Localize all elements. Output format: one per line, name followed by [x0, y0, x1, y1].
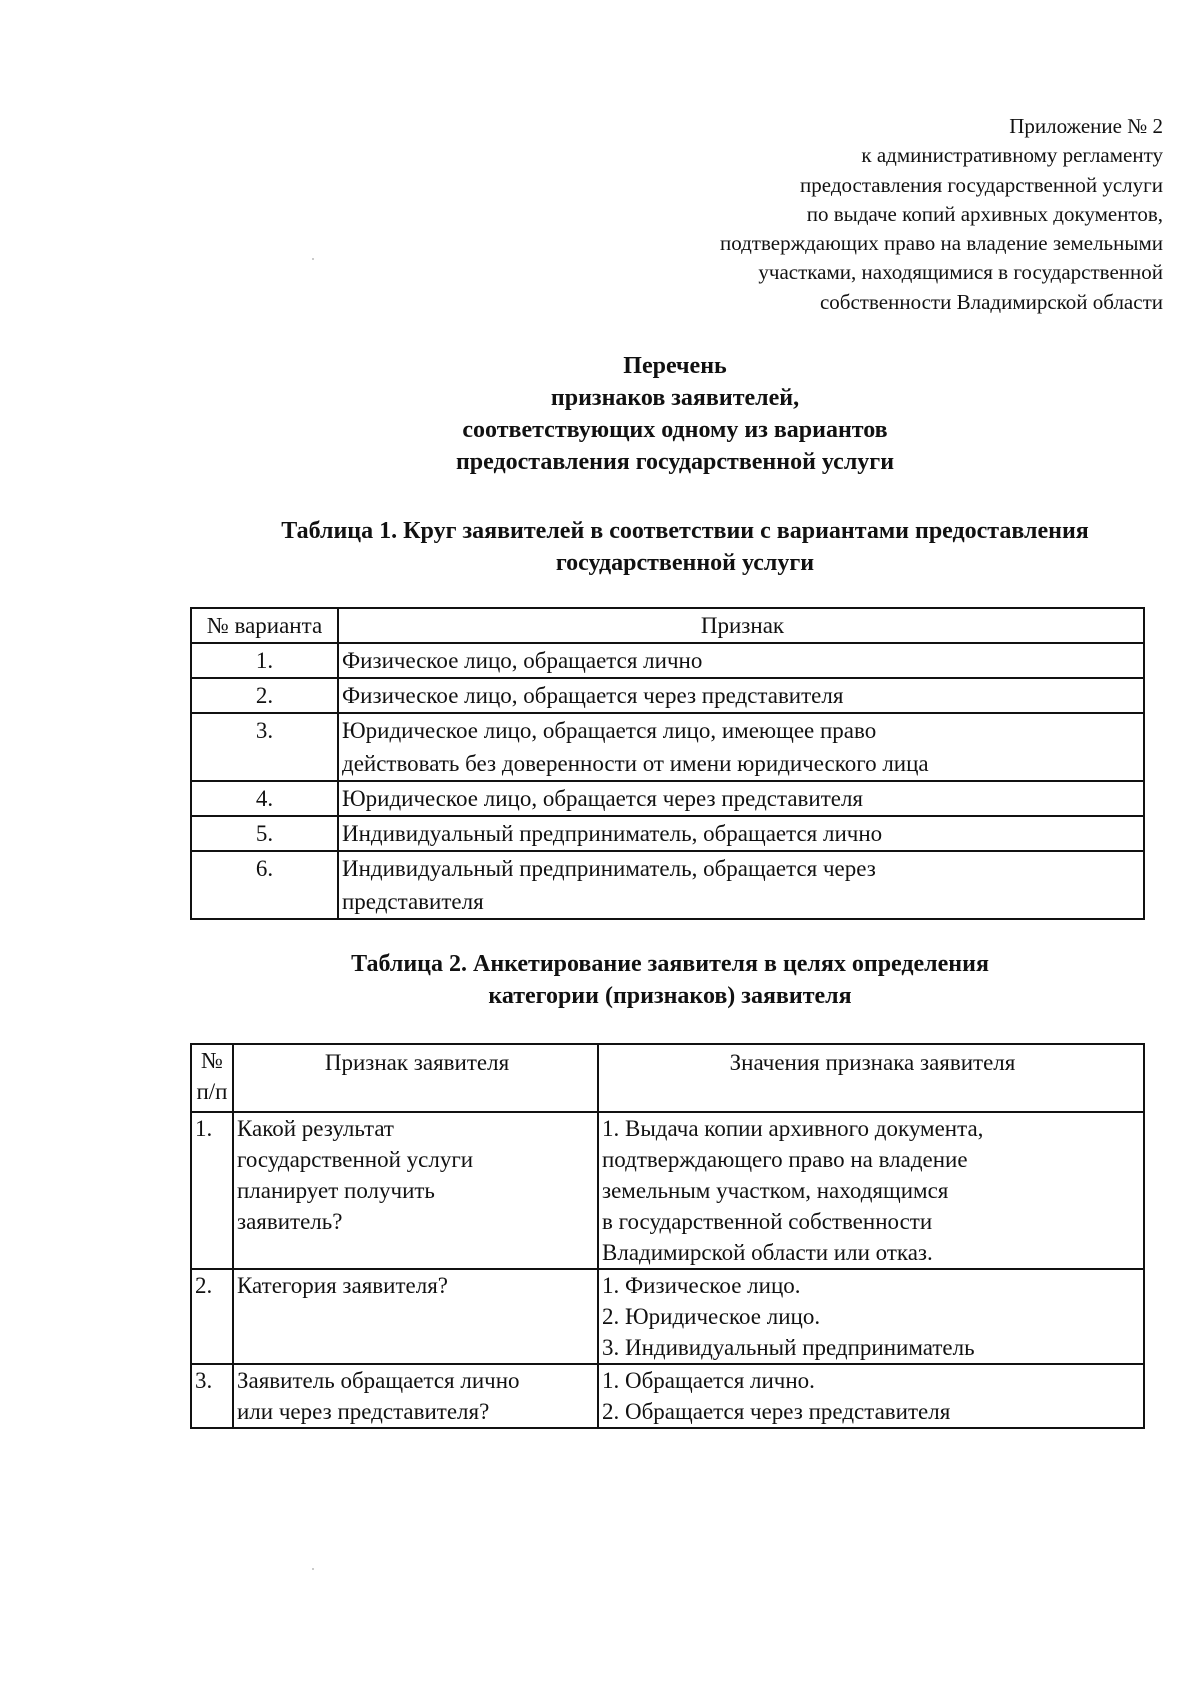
row-number: 2.: [191, 1269, 233, 1364]
feature-line: Физическое лицо, обращается лично: [342, 648, 703, 673]
question-line: заявитель?: [237, 1209, 343, 1234]
header-feature: Признак: [338, 608, 1144, 643]
caption-line: государственной услуги: [555, 550, 815, 576]
table-row: [191, 1112, 1144, 1269]
table-row: [191, 816, 1144, 851]
row-number: 1.: [191, 1112, 233, 1269]
feature-line: Индивидуальный предприниматель, обращается через: [342, 856, 876, 881]
variants-table: [190, 607, 1145, 920]
variant-feature: [338, 781, 1144, 816]
variant-number: 2.: [191, 678, 338, 713]
title-line: предоставления государственной услуги: [455, 449, 895, 475]
appendix-line: подтверждающих право на владение земельными: [719, 231, 1163, 256]
variant-feature: [338, 678, 1144, 713]
variant-number: 3.: [191, 713, 338, 781]
title-line: соответствующих одному из вариантов: [462, 417, 888, 443]
table2-caption: [170, 948, 1170, 1012]
answer-line: 1. Физическое лицо.: [602, 1273, 801, 1298]
table-row: [191, 1364, 1144, 1428]
table-row: [191, 678, 1144, 713]
header-number-line: №: [201, 1048, 223, 1073]
header-number-line: п/п: [196, 1079, 228, 1104]
table-header-row: [191, 1044, 1144, 1112]
appendix-line: к административному регламенту: [861, 143, 1163, 168]
question-line: или через представителя?: [237, 1399, 490, 1424]
answer-line: в государственной собственности: [602, 1209, 933, 1234]
header-variant-number: № варианта: [191, 608, 338, 643]
header-values: Значения признака заявителя: [598, 1044, 1144, 1112]
answer-line: 1. Выдача копии архивного документа,: [602, 1116, 984, 1141]
question-line: Заявитель обращается лично: [237, 1368, 520, 1393]
answer-line: подтверждающего право на владение: [602, 1147, 968, 1172]
title-line: Перечень: [623, 353, 727, 379]
table-row: [191, 781, 1144, 816]
variant-feature: [338, 851, 1144, 919]
table-row: [191, 643, 1144, 678]
scan-speck: [312, 1568, 314, 1570]
answer-cell: [598, 1112, 1144, 1269]
answer-line: 3. Индивидуальный предприниматель: [602, 1335, 975, 1360]
table-row: [191, 1269, 1144, 1364]
feature-line: представителя: [342, 889, 484, 914]
table1-caption: [185, 515, 1185, 579]
appendix-header: [603, 112, 1163, 317]
answer-cell: [598, 1269, 1144, 1364]
appendix-line: участками, находящимися в государственной: [758, 260, 1163, 285]
appendix-line: по выдаче копий архивных документов,: [806, 201, 1163, 226]
variant-number: 6.: [191, 851, 338, 919]
answer-cell: [598, 1364, 1144, 1428]
question-line: планирует получить: [237, 1178, 435, 1203]
variant-number: 1.: [191, 643, 338, 678]
variant-feature: [338, 713, 1144, 781]
title-line: признаков заявителей,: [550, 385, 800, 411]
feature-line: Физическое лицо, обращается через представителя: [342, 683, 844, 708]
header-number: [191, 1044, 233, 1112]
header-feature: Признак заявителя: [233, 1044, 598, 1112]
variant-feature: [338, 816, 1144, 851]
table-row: [191, 713, 1144, 781]
question-cell: [233, 1269, 598, 1364]
caption-line: категории (признаков) заявителя: [488, 983, 852, 1009]
question-line: государственной услуги: [237, 1147, 474, 1172]
row-number: 3.: [191, 1364, 233, 1428]
feature-line: Юридическое лицо, обращается через представителя: [342, 786, 864, 811]
feature-line: Индивидуальный предприниматель, обращается лично: [342, 821, 883, 846]
feature-line: действовать без доверенности от имени юридического лица: [342, 751, 929, 776]
scan-speck: [312, 258, 314, 260]
document-title: [0, 350, 1200, 478]
caption-line: Таблица 2. Анкетирование заявителя в целях определения: [351, 951, 989, 977]
answer-line: 2. Обращается через представителя: [602, 1399, 951, 1424]
answer-line: земельным участком, находящимся: [602, 1178, 949, 1203]
table-row: [191, 851, 1144, 919]
answer-line: 1. Обращается лично.: [602, 1368, 815, 1393]
question-cell: [233, 1112, 598, 1269]
answer-line: 2. Юридическое лицо.: [602, 1304, 821, 1329]
variant-feature: [338, 643, 1144, 678]
variant-number: 4.: [191, 781, 338, 816]
questionnaire-table: [190, 1043, 1145, 1429]
appendix-line: Приложение № 2: [1009, 114, 1163, 138]
appendix-line: предоставления государственной услуги: [800, 172, 1163, 197]
question-line: Категория заявителя?: [237, 1273, 448, 1298]
feature-line: Юридическое лицо, обращается лицо, имеющее право: [342, 718, 877, 743]
question-cell: [233, 1364, 598, 1428]
caption-line: Таблица 1. Круг заявителей в соответствии с вариантами предоставления: [281, 518, 1089, 544]
appendix-line: собственности Владимирской области: [819, 289, 1163, 314]
question-line: Какой результат: [237, 1116, 394, 1141]
variant-number: 5.: [191, 816, 338, 851]
table-header-row: [191, 608, 1144, 643]
answer-line: Владимирской области или отказ.: [602, 1240, 933, 1265]
